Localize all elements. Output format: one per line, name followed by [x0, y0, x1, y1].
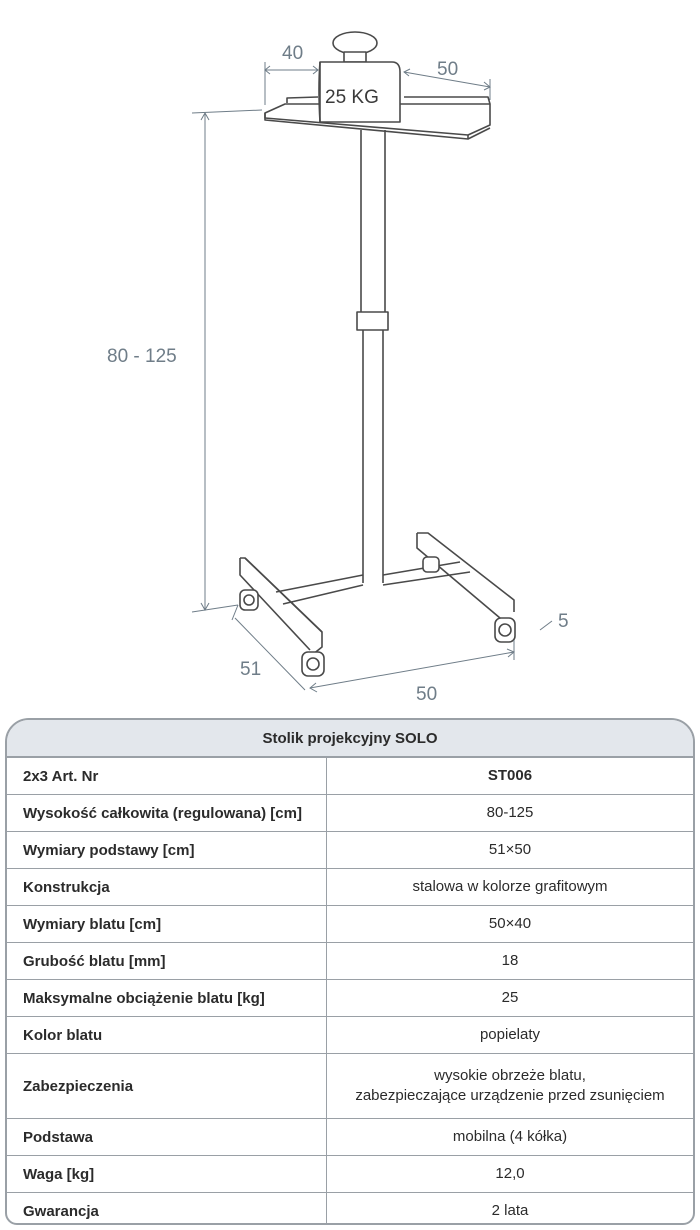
table-row: [7, 943, 693, 980]
table-title: Stolik projekcyjny SOLO: [7, 720, 693, 758]
spec-table: [5, 718, 695, 1225]
row-value: mobilna (4 kółka): [452, 1128, 568, 1145]
row-label: Kolor blatu: [7, 1017, 327, 1053]
table-row: [7, 1193, 693, 1225]
height-range-label: 80 - 125: [107, 346, 177, 367]
row-value: 51×50: [488, 841, 532, 858]
base-width-label: 50: [416, 684, 438, 705]
weight-block: [319, 32, 400, 122]
table-row: [7, 869, 693, 906]
row-label: Grubość blatu [mm]: [7, 943, 327, 979]
table-row: [7, 832, 693, 869]
base-depth-label: 51: [240, 659, 262, 680]
top-width-label: 50: [437, 59, 459, 80]
table-row: [7, 758, 693, 795]
row-value: 50×40: [488, 915, 532, 932]
row-value: 18: [501, 952, 519, 969]
row-label: 2x3 Art. Nr: [7, 758, 327, 794]
table-row: [7, 1156, 693, 1193]
wheel-label: 5: [558, 611, 569, 632]
row-label: Zabezpieczenia: [7, 1054, 327, 1118]
table-row: [7, 980, 693, 1017]
row-value: ST006: [487, 767, 533, 784]
table-row: [7, 1054, 693, 1119]
row-label: Podstawa: [7, 1119, 327, 1155]
column: [357, 130, 388, 583]
row-value: 2 lata: [491, 1202, 529, 1219]
row-label: Waga [kg]: [7, 1156, 327, 1192]
row-label: Gwarancja: [7, 1193, 327, 1225]
table-row: [7, 795, 693, 832]
row-value: wysokie obrzeże blatu, zabezpieczające urządzenie przed zsunięciem: [355, 1067, 665, 1104]
wheels: [240, 557, 515, 676]
row-label: Wysokość całkowita (regulowana) [cm]: [7, 795, 327, 831]
row-value: popielaty: [479, 1026, 541, 1043]
weight-label: 25 KG: [325, 87, 379, 108]
row-label: Wymiary podstawy [cm]: [7, 832, 327, 868]
table-row: [7, 1017, 693, 1054]
table-rows: [7, 758, 693, 1225]
row-label: Maksymalne obciążenie blatu [kg]: [7, 980, 327, 1016]
row-label: Wymiary blatu [cm]: [7, 906, 327, 942]
table-row: [7, 906, 693, 943]
base-frame: [240, 533, 514, 655]
row-value: 12,0: [495, 1165, 525, 1182]
row-value: 25: [501, 989, 519, 1006]
row-value: stalowa w kolorze grafitowym: [412, 878, 608, 895]
top-depth-label: 40: [282, 43, 304, 64]
row-label: Konstrukcja: [7, 869, 327, 905]
row-value: 80-125: [486, 804, 534, 821]
table-row: [7, 1119, 693, 1156]
